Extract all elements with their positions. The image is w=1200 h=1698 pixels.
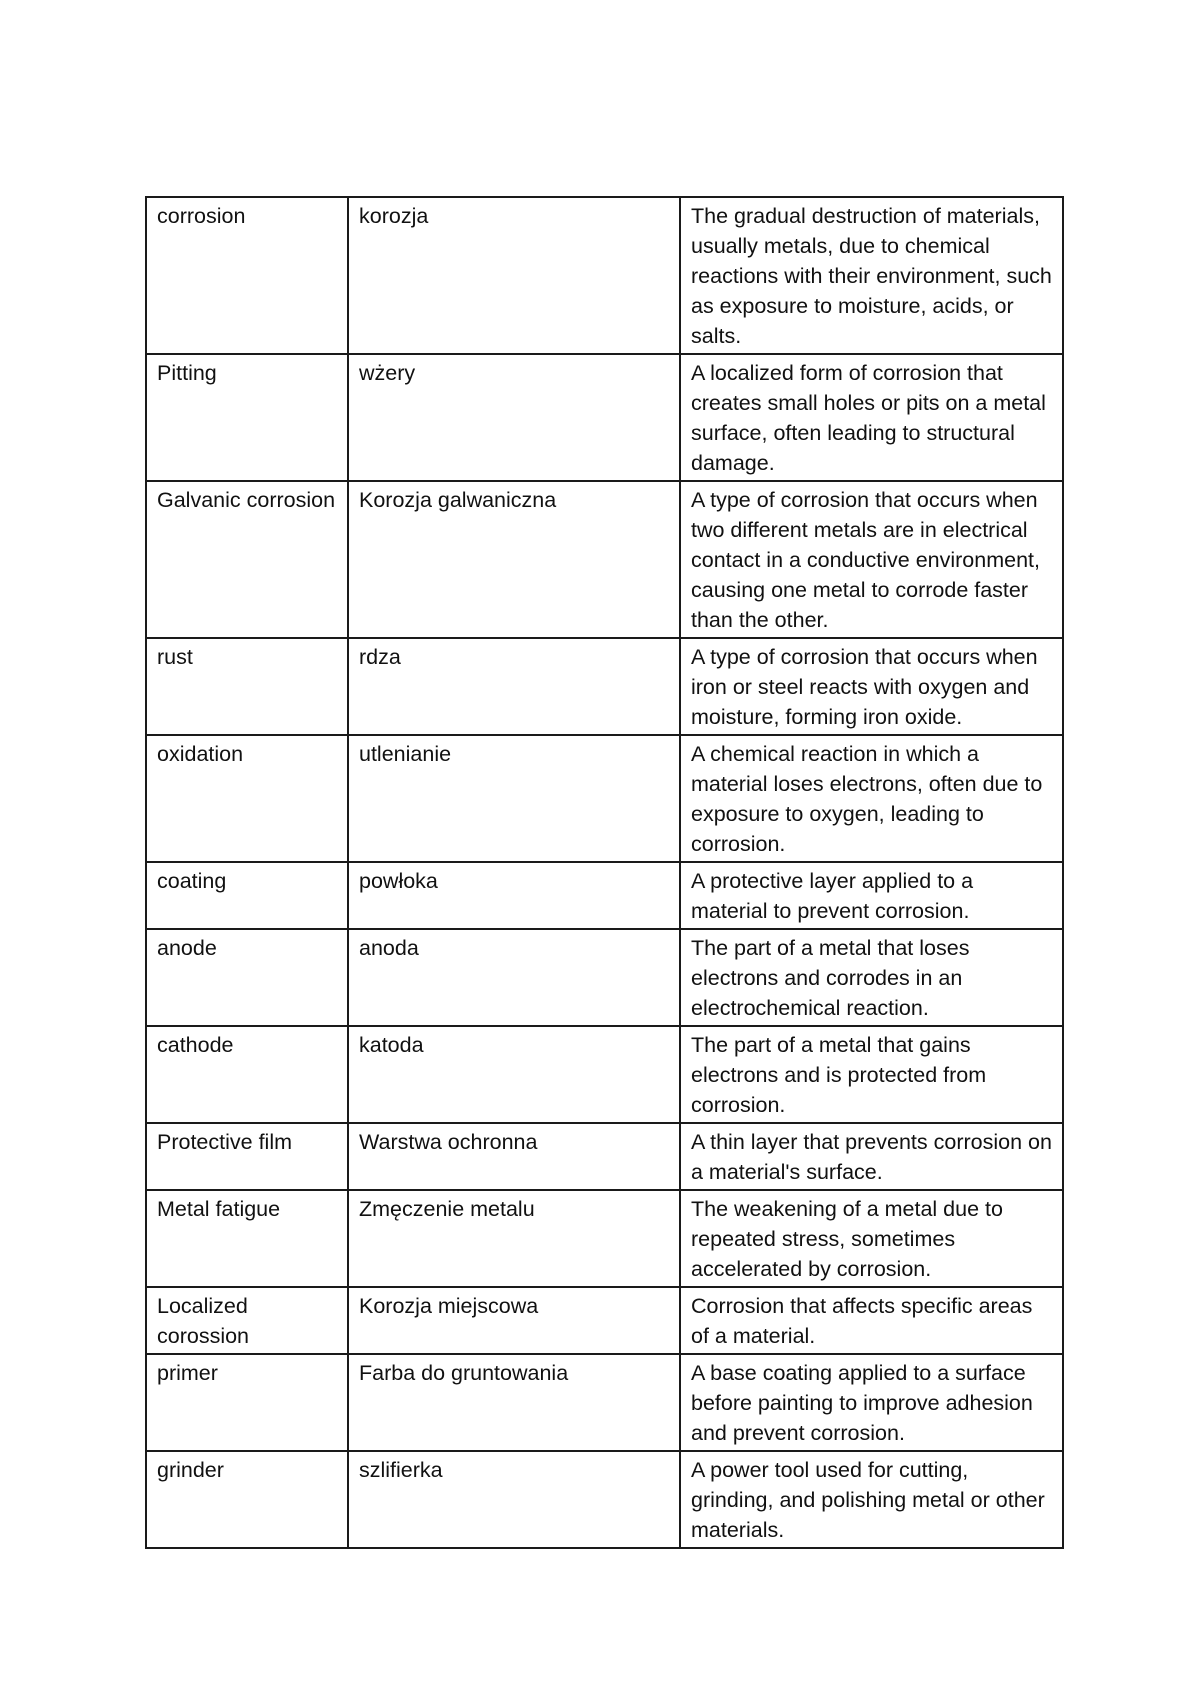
translation-cell: rdza: [348, 638, 680, 735]
translation-cell: wżery: [348, 354, 680, 481]
translation-cell: Warstwa ochronna: [348, 1123, 680, 1190]
definition-cell: The part of a metal that loses electrons and corrodes in an electrochemical reaction.: [680, 929, 1063, 1026]
glossary-table: [145, 196, 1064, 1549]
translation-cell: szlifierka: [348, 1451, 680, 1548]
table-row: [146, 481, 1063, 638]
term-cell: rust: [146, 638, 348, 735]
translation-cell: Korozja galwaniczna: [348, 481, 680, 638]
translation-cell: anoda: [348, 929, 680, 1026]
translation-cell: korozja: [348, 197, 680, 354]
term-cell: Metal fatigue: [146, 1190, 348, 1287]
definition-cell: A type of corrosion that occurs when two different metals are in electrical contact in a conductive environment, causing one metal to corrode faster than the other.: [680, 481, 1063, 638]
definition-cell: A thin layer that prevents corrosion on a material's surface.: [680, 1123, 1063, 1190]
table-row: [146, 735, 1063, 862]
definition-cell: A base coating applied to a surface before painting to improve adhesion and prevent corrosion.: [680, 1354, 1063, 1451]
definition-cell: The gradual destruction of materials, usually metals, due to chemical reactions with their environment, such as exposure to moisture, acids, or salts.: [680, 197, 1063, 354]
term-cell: Protective film: [146, 1123, 348, 1190]
table-row: [146, 1287, 1063, 1354]
translation-cell: Zmęczenie metalu: [348, 1190, 680, 1287]
table-row: [146, 1451, 1063, 1548]
definition-cell: The weakening of a metal due to repeated stress, sometimes accelerated by corrosion.: [680, 1190, 1063, 1287]
translation-cell: utlenianie: [348, 735, 680, 862]
definition-cell: The part of a metal that gains electrons and is protected from corrosion.: [680, 1026, 1063, 1123]
translation-cell: Korozja miejscowa: [348, 1287, 680, 1354]
table-row: [146, 862, 1063, 929]
table-row: [146, 1190, 1063, 1287]
term-cell: corrosion: [146, 197, 348, 354]
definition-cell: A chemical reaction in which a material loses electrons, often due to exposure to oxygen, leading to corrosion.: [680, 735, 1063, 862]
definition-cell: A protective layer applied to a material to prevent corrosion.: [680, 862, 1063, 929]
term-cell: primer: [146, 1354, 348, 1451]
term-cell: coating: [146, 862, 348, 929]
definition-cell: A type of corrosion that occurs when iron or steel reacts with oxygen and moisture, forming iron oxide.: [680, 638, 1063, 735]
table-row: [146, 1354, 1063, 1451]
term-cell: cathode: [146, 1026, 348, 1123]
term-cell: Localized corossion: [146, 1287, 348, 1354]
translation-cell: katoda: [348, 1026, 680, 1123]
term-cell: grinder: [146, 1451, 348, 1548]
table-row: [146, 1026, 1063, 1123]
table-row: [146, 354, 1063, 481]
term-cell: anode: [146, 929, 348, 1026]
table-row: [146, 1123, 1063, 1190]
table-row: [146, 638, 1063, 735]
term-cell: oxidation: [146, 735, 348, 862]
definition-cell: A power tool used for cutting, grinding, and polishing metal or other materials.: [680, 1451, 1063, 1548]
term-cell: Galvanic corrosion: [146, 481, 348, 638]
translation-cell: Farba do gruntowania: [348, 1354, 680, 1451]
table-row: [146, 929, 1063, 1026]
term-cell: Pitting: [146, 354, 348, 481]
table-row: [146, 197, 1063, 354]
translation-cell: powłoka: [348, 862, 680, 929]
definition-cell: A localized form of corrosion that creates small holes or pits on a metal surface, often leading to structural damage.: [680, 354, 1063, 481]
glossary-body: [146, 197, 1063, 1548]
definition-cell: Corrosion that affects specific areas of a material.: [680, 1287, 1063, 1354]
